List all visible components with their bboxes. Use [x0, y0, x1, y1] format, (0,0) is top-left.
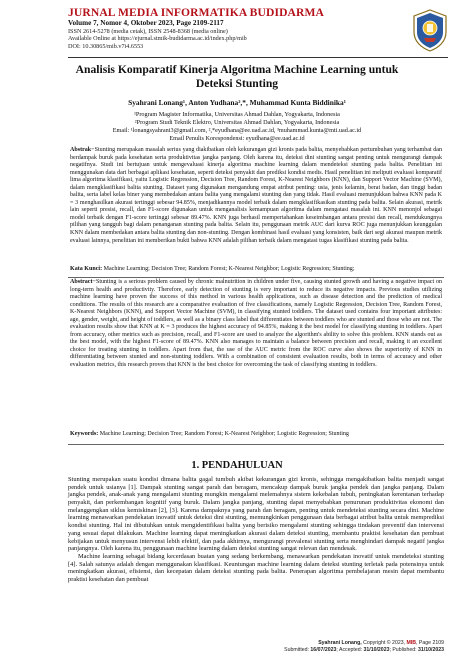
corresponding-email[interactable]: Email Penulis Korespondensi: eyudhana@ee.uad.ac.id	[169, 134, 305, 142]
journal-title: JURNAL MEDIA INFORMATIKA BUDIDARMA	[68, 6, 324, 19]
body-paragraph-2: Machine learning sebagai bidang kecerdasan buatan yang sedang berkembang, menawarkan pendekatan inovatif untuk mendeteksi stunting [4]. Salah satunya adalah dengan menggunakan klasifikasi. Keuntungan machine learning dalam deteksi stunting terletak pada potensinya untuk meningkatkan akurasi, efisiensi, dan kecepatan dalam deteksi stunting pada balita. Penerapan algoritma pembelajaran mesin dapat membantu praktisi kesehatan dan pembuat	[68, 552, 444, 583]
journal-header	[68, 6, 408, 50]
author-emails[interactable]: Email: ¹lonangsyahrani3@gmail.com, ²,*eyudhana@ee.uad.ac.id, ³muhammad.kunta@mti.uad.ac.id	[112, 126, 362, 134]
section-heading: 1. PENDAHULUAN	[191, 460, 283, 471]
keywords-text: Machine Learning; Decision Tree; Random Forest; K-Nearest Neighbor; Logistic Regression; Stunting	[98, 431, 349, 437]
abstrak-label: Abstrak−	[70, 147, 95, 153]
abstract-label: Abstract−	[70, 279, 96, 285]
abstract-block	[70, 279, 442, 370]
footer-submitted-date: 16/07/2023	[310, 647, 337, 653]
footer-published-label: ; Published:	[389, 647, 419, 653]
author-list: Syahrani Lonang¹, Anton Yudhana²,*, Muhammad Kunta Biddinika¹	[128, 98, 346, 107]
abstract-divider-top	[68, 277, 444, 278]
footer-author: Syahrani Lonang,	[318, 640, 364, 646]
journal-issn: ISSN 2614-5278 (media cetak), ISSN 2548-8368 (media online)	[68, 27, 228, 35]
footer-journal-abbr: MIB	[406, 640, 417, 646]
abstract-text: Stunting is a serious problem caused by chronic malnutrition in children under five, causing stunted growth and having a negative impact on long-term health and productivity. Therefore, early detection of stunting is very important to reduce its negative impacts. Previous studies utilizing machine learning have proven the success of this method in various health applications, such as disease detection and the prediction of medical conditions. The results of this research are a comparative evaluation of five classifications, namely Logistic Regression, Decision Tree, Random Forest, K-Nearest Neighbors (KNN), and Support Vector Machine (SVM), in classifying stunted toddlers. The dataset used contains four important attributes: age, gender, weight, and height of toddlers, as well as a binary class label that differentiates between toddlers who are stunted and those who are not. The evaluation results show that KNN at K = 3 produces the highest accuracy of 94.85%, making it the best model for classifying stunting in toddlers. Apart from accuracy, other metrics such as precision, recall, and F1-score are used to analyze the algorithm's ability to solve this problem. KNN stands out as the best model, with the highest F1-score of 89.47%. KNN also manages to maintain a balance between precision and recall, making it an excellent choice for treating stunting in toddlers. Apart from that, the use of the AUC metric from the ROC curve also shows the superiority of KNN in differentiating between stunted and non-stunting toddlers. With a combination of consistent evaluation results, both in terms of accuracy and other evaluation metrics, this research proves that KNN is the best choice for overcoming the task of classifying stunting in toddlers.	[70, 279, 442, 369]
footer-accepted-label: ; Accepted:	[336, 647, 364, 653]
header-divider	[68, 57, 448, 58]
kata-kunci-block	[70, 266, 442, 274]
footer-dates	[284, 647, 444, 654]
keywords-block	[70, 431, 442, 439]
affiliation-2: ²Program Studi Teknik Elektro, Universitas Ahmad Dahlan, Yogyakarta, Indonesia	[134, 118, 340, 126]
paper-title-line-1: Analisis Komparatif Kinerja Algoritma Machine Learning untuk	[75, 63, 399, 76]
affiliations	[40, 111, 434, 143]
footer-copy: Copyright © 2023,	[363, 640, 407, 646]
journal-volume: Volume 7, Nomor 4, Oktober 2023, Page 2109-2117	[68, 19, 224, 27]
journal-logo-icon	[410, 8, 450, 52]
page-footer	[284, 640, 444, 654]
paper-title-line-2: Deteksi Stunting	[195, 76, 279, 90]
kata-kunci-text: Machine Learning; Decision Tree; Random Forest; K-Nearest Neighbor; Logistic Regression; Stunting;	[102, 266, 355, 272]
body-paragraph-1: Stunting merupakan suatu kondisi dimana balita gagal tumbuh akibat kekurangan gizi kronis, sehingga mengakibatkan balita menjadi sangat pendek untuk usianya [1]. Dampak stunting sangat parah dan beragam, mencakup dampak buruk jangka pendek dan jangka panjang. Dalam jangka pendek, anak-anak yang mengalami stunting mungkin mengalami melemahnya sistem kekebalan tubuh, peningkatan kerentanan terhadap penyakit, dan perkembangan kognitif yang buruk. Dalam jangka panjang, stunting dapat menyebabkan penurunan produktivitas ekonomi dan melanggengkan siklus kemiskinan [2], [3]. Karena dampaknya yang parah dan beragam, penting untuk mendeteksi stunting secara dini. Machine learning menawarkan pendekatan inovatif untuk deteksi dini stunting, memungkinkan penggunaan data berbagai atribut balita untuk memprediksi kondisi stunting. Hal ini dibutuhkan untuk mengidentifikasi balita yang berisiko mengalami stunting sehingga tindakan preventif dan intervensi yang sesuai dapat dilakukan. Machine learning dapat meningkatkan akurasi dalam deteksi stunting, membantu praktisi kesehatan dan pembuat kebijakan untuk menyusun intervensi lebih efektif, dan pada akhirnya, mengurangi prevalensi stunting serta menghindari dampak negatif jangka panjangnya. Oleh karena itu, penggunaan machine learning dalam deteksi stunting sangat relevan dan mendesak.	[68, 476, 444, 553]
journal-online: Available Online at https://ejurnal.stmik-budidarma.ac.id/index.php/mib	[68, 35, 247, 43]
article-doi[interactable]: DOI: 10.30865/mib.v7i4.6553	[68, 42, 144, 50]
abstrak-text: Stunting merupakan masalah serius yang diakibatkan oleh kekurangan gizi kronis pada balita, menyebabkan pertumbuhan yang terhambat dan berdampak buruk pada kesehatan serta produktivitas jangka panjang. Oleh karena itu, deteksi dini stunting sangat penting untuk mengurangi dampak negatifnya. Studi ini bertujuan untuk mengevaluasi kinerja algoritma machine learning dalam mendeteksi stunting pada balita. Penelitian ini menggunakan data dari berbagai aplikasi kesehatan, seperti deteksi penyakit dan prediksi kondisi medis. Hasil penelitian ini meliputi evaluasi komparatif lima algoritma klasifikasi, yaitu Logistic Regression, Decision Tree, Random Forest, K-Nearest Neighbors (KNN), dan Support Vector Machine (SVM), dalam mengklasifikasi balita stunting. Dataset yang digunakan mengandung empat atribut penting: usia, jenis kelamin, berat badan, dan tinggi badan balita, serta label kelas biner yang membedakan antara balita yang mengalami stunting dan yang tidak. Hasil evaluasi menunjukkan bahwa KNN pada K = 3 menghasilkan akurasi tertinggi sebesar 94.85%, menjadikannya model terbaik dalam mengklasifikasikan stunting pada balita. Selain akurasi, metrik lain seperti presisi, recall, dan F1-score digunakan untuk menganalisis kemampuan algoritma dalam mengatasi masalah ini. KNN menonjol sebagai model terbaik dengan F1-score tertinggi sebesar 89.47%. KNN juga berhasil mempertahankan keseimbangan antara presisi dan recall, mendukungnya pilihan yang tangguh bagi dalam penanganan stunting pada balita. Selain itu, penggunaan metrik AUC dari kurva ROC juga menunjukkan keunggulan KNN dalam membedakan antara balita stunting dan non-stunting. Dengan kombinasi hasil evaluasi yang konsisten, baik dari segi akurasi maupun metrik evaluasi lainnya, penelitian ini memberikan bukti bahwa KNN adalah pilihan terbaik dalam mengatasi tugas klasifikasi stunting pada balita.	[70, 147, 442, 244]
footer-accepted-date: 31/10/2023	[363, 647, 390, 653]
footer-published-date: 31/10/2023	[418, 647, 444, 653]
abstrak-block	[70, 147, 442, 245]
affiliation-1: ¹Program Magister Informatika, Universitas Ahmad Dahlan, Yogyakarta, Indonesia	[134, 111, 340, 118]
paper-title	[60, 63, 414, 90]
footer-page: , Page 2109	[416, 640, 444, 646]
section-body	[68, 476, 444, 584]
footer-copyright	[284, 640, 444, 647]
keywords-label: Keywords:	[70, 431, 99, 437]
kata-kunci-label: Kata Kunci:	[70, 266, 103, 272]
footer-submitted-label: Submitted:	[284, 647, 311, 653]
abstract-divider-bottom	[68, 444, 444, 445]
